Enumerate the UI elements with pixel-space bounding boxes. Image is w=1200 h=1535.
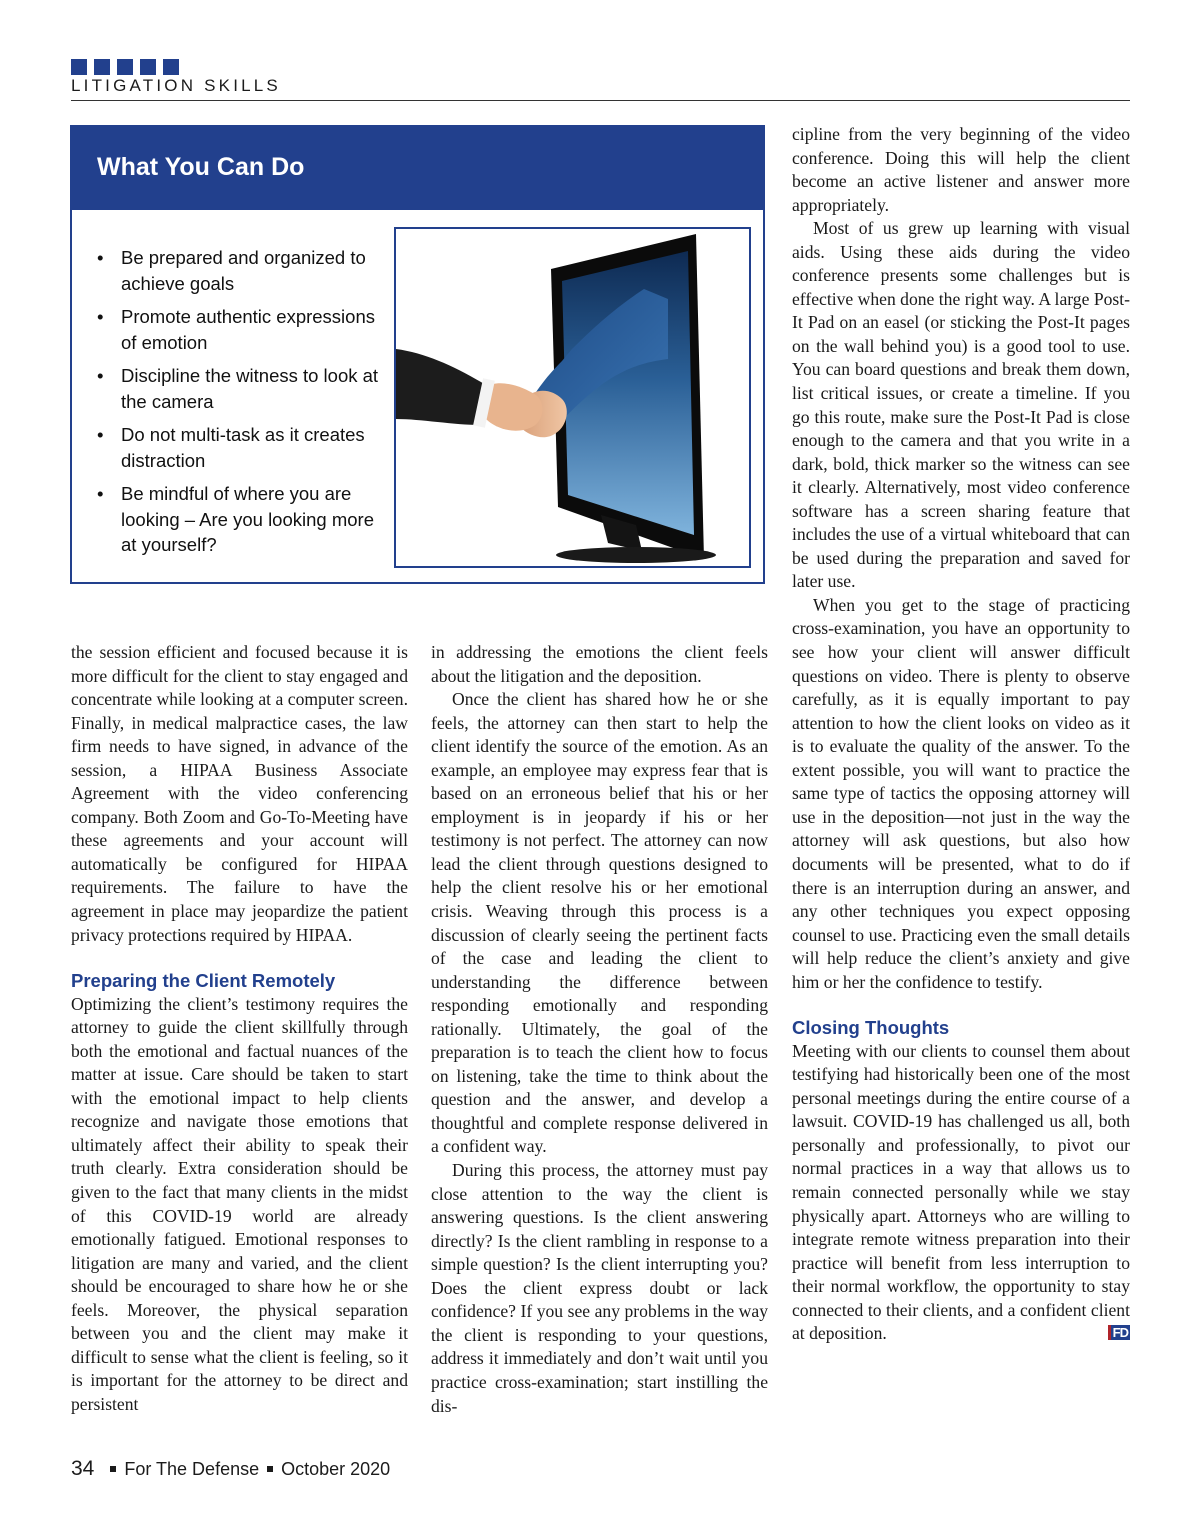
paragraph: During this process, the attorney must pay close attention to the way the client is answering questions. Is the client answering directly? Is the client rambling in response to a simple question? Is the client interrupting you? Does the client express doubt or lack confidence? If you see any problems in the way the client is responding to your questions, address it immediately and don’t wait until you practice cross-examination; start instilling the dis- — [431, 1160, 768, 1416]
list-item-text: Be prepared and organized to achieve goals — [121, 247, 366, 294]
issue-date: October 2020 — [281, 1459, 391, 1479]
section-label: LITIGATION SKILLS — [71, 76, 281, 95]
article-column-3 — [792, 123, 1130, 1346]
paragraph: in addressing the emotions the client feels about the litigation and the deposition. — [431, 642, 768, 686]
article-column-1 — [71, 641, 408, 1416]
paragraph: cipline from the very beginning of the video conference. Doing this will help the client become an active listener and answer more appropriately. — [792, 124, 1130, 215]
sidebar-title: What You Can Do — [97, 153, 305, 181]
list-item-text: Be mindful of where you are looking – Are you looking more at yourself? — [121, 483, 374, 555]
header-rule — [71, 100, 1130, 101]
bullet-icon: • — [97, 483, 104, 504]
subheading: Preparing the Client Remotely — [71, 970, 336, 992]
list-item-text: Promote authentic expressions of emotion — [121, 306, 375, 353]
separator-icon — [267, 1466, 273, 1472]
paragraph: Optimizing the client’s testimony requires the attorney to guide the client skillfully through both the emotional and factual nuances of the matter at issue. Care should be taken to start with the emotional impact to help clients recognize and navigate those emotions that ultimately affect their ability to speak their truth clearly. Extra consideration should be given to the fact that many clients in the midst of this COVID-19 world are already emotionally fatigued. Emotional responses to litigation are many and varied, and the client should be encouraged to share how he or she feels. Moreover, the physical separation between you and the client may make it difficult to sense what the client is feeling, so it is important for the attorney to be direct and persistent — [71, 993, 408, 1414]
bullet-icon: • — [97, 306, 104, 327]
header-square — [71, 59, 87, 75]
end-mark-logo: FD — [1108, 1325, 1130, 1340]
list-item — [94, 481, 384, 558]
bullet-icon: • — [97, 365, 104, 386]
header-square — [94, 59, 110, 75]
bullet-icon: • — [97, 247, 104, 268]
header-square — [140, 59, 156, 75]
paragraph: the session efficient and focused because it is more difficult for the client to stay engaged and concentrate while looking at a computer screen. Finally, in medical malpractice cases, the law firm needs to have signed, in advance of the session, a HIPAA Business Associate Agreement with the video conferencing company. Both Zoom and Go-To-Meeting have these agreements and your account will automatically be configured for HIPAA requirements. The failure to have the agreement in place may jeopardize the patient privacy protections required by HIPAA. — [71, 642, 408, 945]
article-column-2 — [431, 641, 768, 1418]
header-squares — [71, 59, 179, 75]
spacer — [792, 994, 1130, 1016]
list-item — [94, 304, 384, 355]
paragraph-text: Meeting with our clients to counsel them about testifying had historically been one of the most personal meetings during the entire course of a lawsuit. COVID-19 has challenged us all, both personally and professionally, to pivot our normal practices in a way that allows us to remain connected personally while we stay physically apart. Attorneys who are willing to integrate remote witness preparation into their practice will benefit from less interruption to their normal workflow, the opportunity to stay connected to their clients, and a confident client at deposition. — [792, 1040, 1130, 1344]
handshake-monitor-image — [394, 227, 751, 568]
paragraph: When you get to the stage of practicing cross-examination, you have an opportunity to see how your client will answer difficult questions on video. There is plenty to observe carefully, as it is equally important to pay attention to how the client looks on video as it is to evaluate the quality of the answer. To the extent possible, you will want to practice the same type of tactics the opposing attorney will use in the deposition—not just in the way the attorney will ask questions, but also how documents will be presented, what to do if there is an interruption during an answer, and any other techniques you expect opposing counsel to use. Practicing even the small details will help reduce the client’s anxiety and give him or her the confidence to testify. — [792, 594, 1130, 992]
list-item-text: Discipline the witness to look at the camera — [121, 365, 379, 412]
page-footer — [71, 1457, 390, 1481]
paragraph — [792, 1040, 1130, 1346]
header-square — [163, 59, 179, 75]
sidebar-header — [72, 127, 763, 210]
list-item-text: Do not multi-task as it creates distraction — [121, 424, 365, 471]
bullet-icon: • — [97, 424, 104, 445]
list-item — [94, 245, 384, 296]
list-item — [94, 363, 384, 414]
subheading: Closing Thoughts — [792, 1017, 950, 1039]
page-number: 34 — [71, 1457, 95, 1480]
handshake-illustration — [396, 229, 749, 566]
sidebar-list — [94, 245, 384, 566]
spacer — [71, 947, 408, 969]
header-square — [117, 59, 133, 75]
publication-name: For The Defense — [124, 1459, 260, 1479]
separator-icon — [110, 1466, 116, 1472]
sidebar-box — [70, 125, 765, 584]
paragraph: Once the client has shared how he or she feels, the attorney can then start to help the client identify the source of the emotion. As an example, an employee may express fear that is based on an erroneous belief that his or her employment is in jeopardy if his or her testimony is not perfect. The attorney can now lead the client through questions designed to help the client resolve his or her emotional crisis. Weaving through this process is a discussion of clearly seeing the pertinent facts of the case and leading the client to understanding the difference between responding emotionally and responding rationally. Ultimately, the goal of the preparation is to teach the client how to focus on listening, take the time to think about the question and the answer, and develop a thoughtful and complete response delivered in a confident way. — [431, 689, 768, 1157]
paragraph: Most of us grew up learning with visual aids. Using these aids during the video conference presents some challenges but is effective when done the right way. A large Post-It Pad on an easel (or sticking the Post-It pages on the wall behind you) is a good tool to use. You can board questions and break them down, list critical issues, or create a timeline. If you go this route, make sure the Post-It Pad is close enough to the camera and that you write in a dark, bold, thick marker so the witness can see it clearly. Alternatively, most video conference software has a screen sharing feature that includes the use of a virtual whiteboard that can be used during the preparation and saved for later use. — [792, 218, 1130, 592]
list-item — [94, 422, 384, 473]
